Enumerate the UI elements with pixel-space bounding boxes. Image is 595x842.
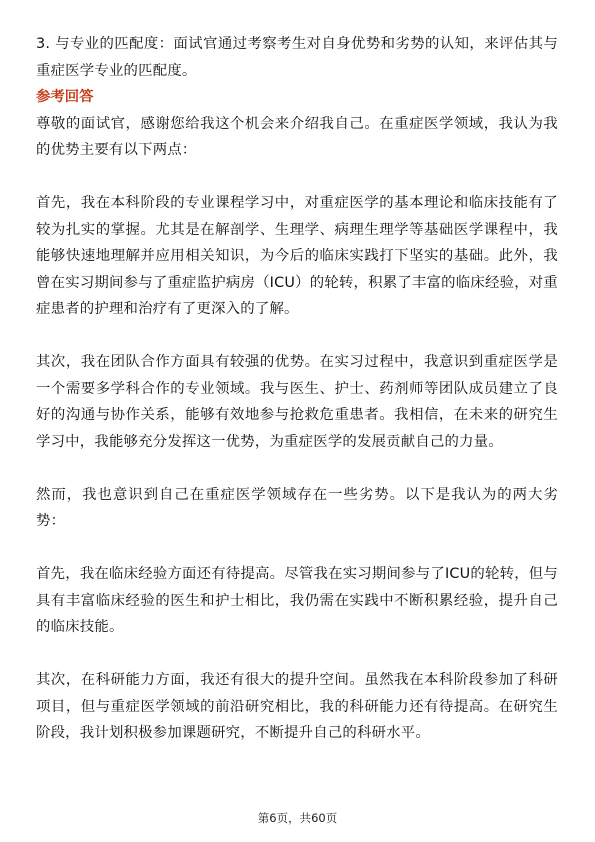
answer-paragraph-strength-2: 其次，我在团队合作方面具有较强的优势。在实习过程中，我意识到重症医学是一个需要多学科合作的专业领域。我与医生、护士、药剂师等团队成员建立了良好的沟通与协作关系，能够有效地参与抢救危重患者。我相信，在未来的研究生学习中，我能够充分发挥这一优势，为重症医学的发展贡献自己的力量。 [36, 354, 558, 450]
answer-paragraph-weakness-2: 其次，在科研能力方面，我还有很大的提升空间。虽然我在本科阶段参加了科研项目，但与重症医学领域的前沿研究相比，我的科研能力还有待提高。在研究生阶段，我计划积极参加课题研究，不断提升自己的科研水平。 [36, 672, 558, 741]
answer-paragraph-strength-1: 首先，我在本科阶段的专业课程学习中，对重症医学的基本理论和临床技能有了较为扎实的掌握。尤其是在解剖学、生理学、病理生理学等基础医学课程中，我能够快速地理解并应用相关知识，为今后的临床实践打下坚实的基础。此外，我曾在实习期间参与了重症监护病房（ICU）的轮转，积累了丰富的临床经验，对重症患者的护理和治疗有了更深入的了解。 [36, 195, 558, 317]
answer-heading: 参考回答 [36, 89, 94, 105]
answer-paragraph-weakness-1: 首先，我在临床经验方面还有待提高。尽管我在实习期间参与了ICU的轮转，但与具有丰富临床经验的医生和护士相比，我仍需在实践中不断积累经验，提升自己的临床技能。 [36, 566, 558, 635]
question-text: 3. 与专业的匹配度：面试官通过考察考生对自身优势和劣势的认知，来评估其与重症医学专业的匹配度。 [36, 36, 558, 79]
document-body [36, 31, 558, 747]
page-number: 第6页，共60页 [257, 811, 338, 825]
answer-paragraph-intro: 尊敬的面试官，感谢您给我这个机会来介绍我自己。在重症医学领域，我认为我的优势主要有以下两点： [36, 115, 558, 158]
answer-paragraph-weakness-intro: 然而，我也意识到自己在重症医学领域存在一些劣势。以下是我认为的两大劣势： [36, 486, 558, 529]
